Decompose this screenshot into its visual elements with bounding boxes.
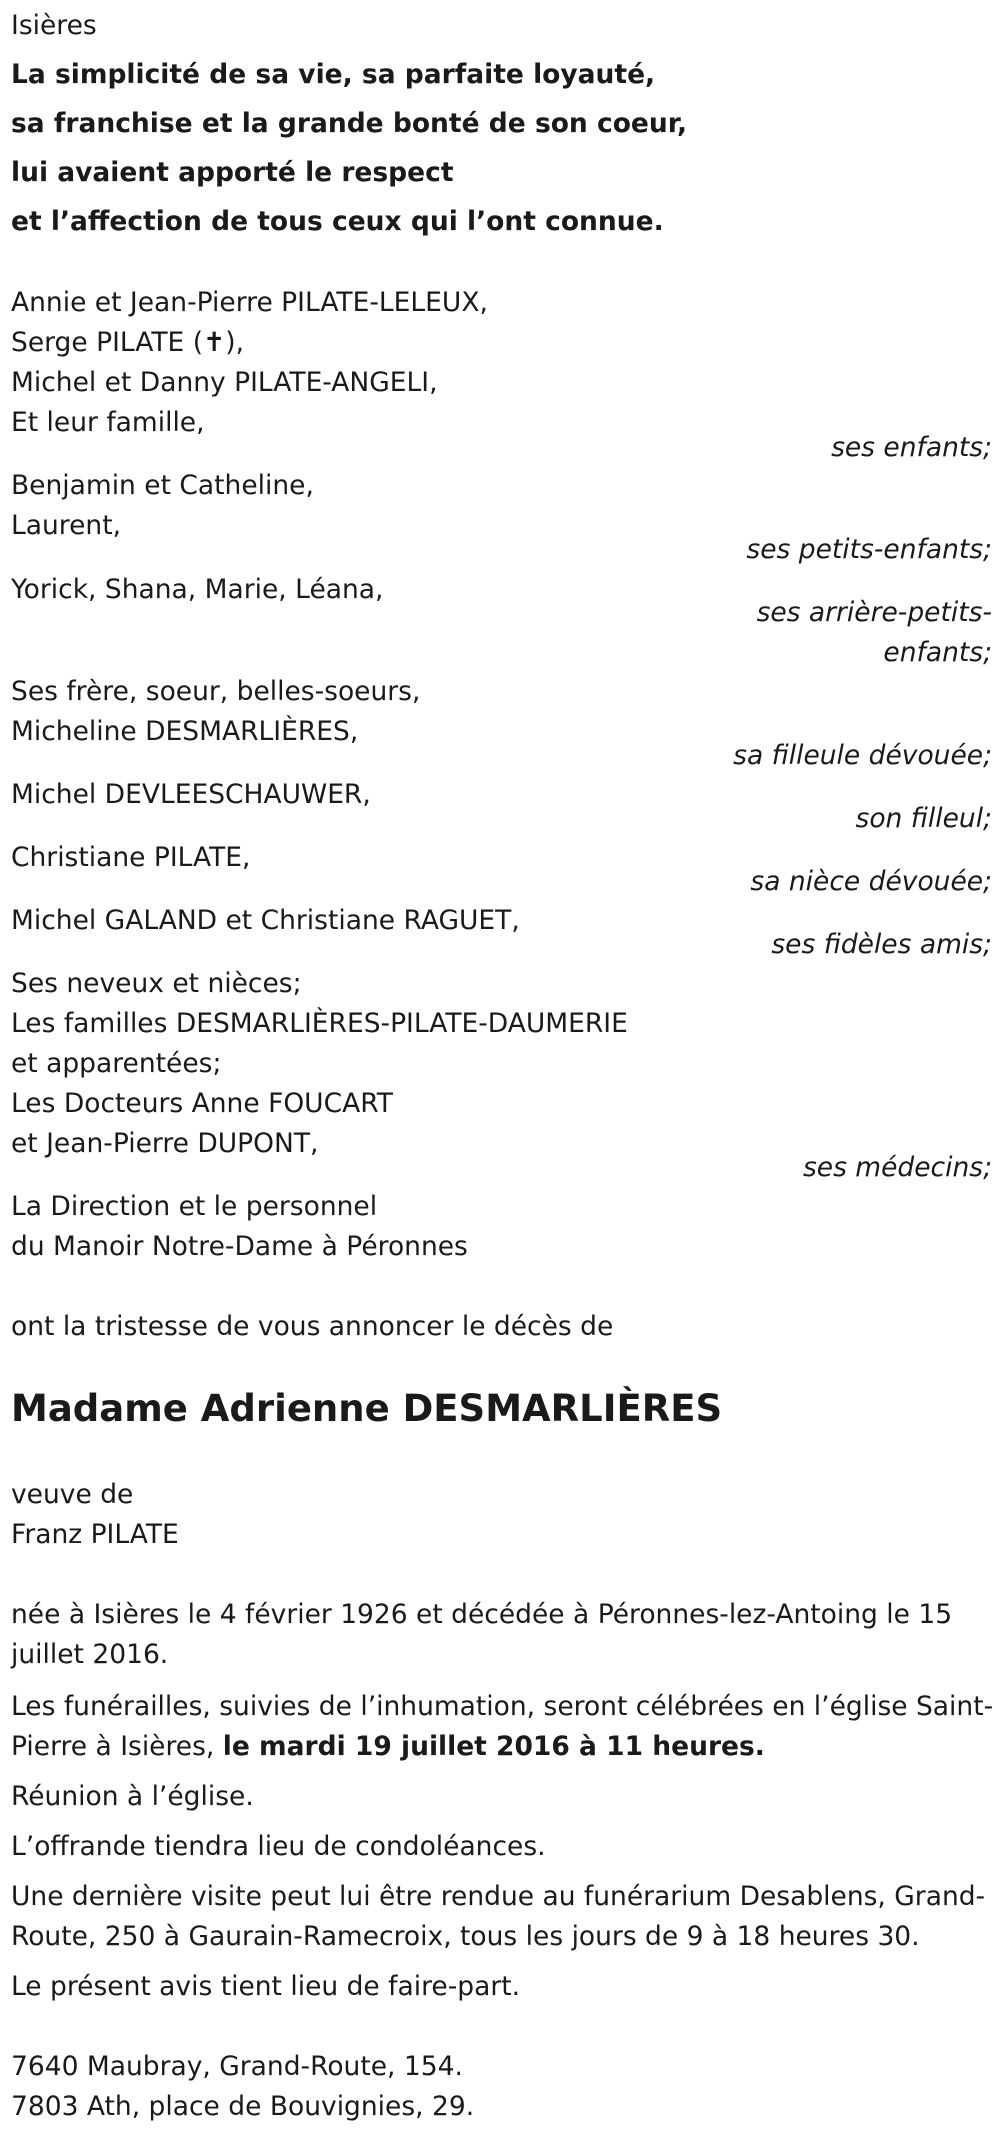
- widow-of-line: veuve de: [11, 1479, 134, 1510]
- deceased-name: Madame Adrienne DESMARLIÈRES: [11, 1387, 723, 1430]
- role-label-doctors: ses médecins;: [802, 1152, 992, 1183]
- role-label-niece: sa nièce dévouée;: [750, 866, 992, 897]
- staff-line: La Direction et le personnel: [11, 1191, 378, 1222]
- role-label-godson: son filleul;: [855, 803, 992, 834]
- spouse-name: Franz PILATE: [11, 1519, 179, 1550]
- role-label-great-grandchildren-2: enfants;: [883, 637, 992, 668]
- funeral-line: Les funérailles, suivies de l’inhumation, seront célébrées en l’église Saint-: [11, 1691, 994, 1722]
- funeral-date-text: le mardi 19 juillet 2016 à 11 heures.: [222, 1731, 765, 1762]
- quote-line: lui avaient apporté le respect: [11, 157, 454, 188]
- extended-family-line: Les familles DESMARLIÈRES-PILATE-DAUMERIE: [11, 1008, 628, 1039]
- quote-line: La simplicité de sa vie, sa parfaite loyauté,: [11, 59, 656, 90]
- role-label-friends: ses fidèles amis;: [771, 929, 992, 960]
- notice-text: Le présent avis tient lieu de faire-part.: [11, 1971, 521, 2002]
- siblings-line: Ses frère, soeur, belles-soeurs,: [11, 676, 421, 707]
- address-line: 7640 Maubray, Grand-Route, 154.: [11, 2051, 463, 2082]
- niece-name: Christiane PILATE,: [11, 842, 251, 873]
- offering-text: L’offrande tiendra lieu de condoléances.: [11, 1831, 546, 1862]
- grandchild-name: Benjamin et Catheline,: [11, 470, 314, 501]
- visit-line: Route, 250 à Gaurain-Ramecroix, tous les jours de 9 à 18 heures 30.: [11, 1921, 920, 1952]
- child-name: Et leur famille,: [11, 407, 205, 438]
- address-line: 7803 Ath, place de Bouvignies, 29.: [11, 2091, 475, 2122]
- funeral-line-2: [11, 1731, 765, 1762]
- visit-line: Une dernière visite peut lui être rendue au funérarium Desablens, Grand-: [11, 1881, 986, 1912]
- extended-family-line: Ses neveux et nièces;: [11, 968, 302, 999]
- announcement-text: ont la tristesse de vous annoncer le décès de: [11, 1311, 614, 1342]
- staff-line: du Manoir Notre-Dame à Péronnes: [11, 1231, 468, 1262]
- quote-line: et l’affection de tous ceux qui l’ont connue.: [11, 206, 664, 237]
- place-header: Isières: [11, 10, 97, 41]
- great-grandchild-name: Yorick, Shana, Marie, Léana,: [11, 574, 384, 605]
- birth-death-line: née à Isières le 4 février 1926 et décédée à Péronnes-lez-Antoing le 15: [11, 1599, 953, 1630]
- meeting-text: Réunion à l’église.: [11, 1781, 254, 1812]
- funeral-place-text: Pierre à Isières,: [11, 1731, 223, 1762]
- extended-family-line: Les Docteurs Anne FOUCART: [11, 1088, 393, 1119]
- role-label-goddaughter: sa filleule dévouée;: [733, 740, 992, 771]
- extended-family-line: et Jean-Pierre DUPONT,: [11, 1128, 319, 1159]
- child-name: Serge PILATE (✝),: [11, 327, 245, 358]
- child-name: Michel et Danny PILATE-ANGELI,: [11, 367, 438, 398]
- godson-name: Michel DEVLEESCHAUWER,: [11, 779, 371, 810]
- role-label-grandchildren: ses petits-enfants;: [746, 534, 992, 565]
- extended-family-line: et apparentées;: [11, 1048, 222, 1079]
- quote-line: sa franchise et la grande bonté de son coeur,: [11, 108, 688, 139]
- role-label-children: ses enfants;: [831, 432, 992, 463]
- siblings-line: Micheline DESMARLIÈRES,: [11, 716, 359, 747]
- friends-names: Michel GALAND et Christiane RAGUET,: [11, 905, 520, 936]
- child-name: Annie et Jean-Pierre PILATE-LELEUX,: [11, 287, 488, 318]
- role-label-great-grandchildren-1: ses arrière-petits-: [756, 597, 992, 628]
- grandchild-name: Laurent,: [11, 510, 122, 541]
- birth-death-line: juillet 2016.: [11, 1639, 169, 1670]
